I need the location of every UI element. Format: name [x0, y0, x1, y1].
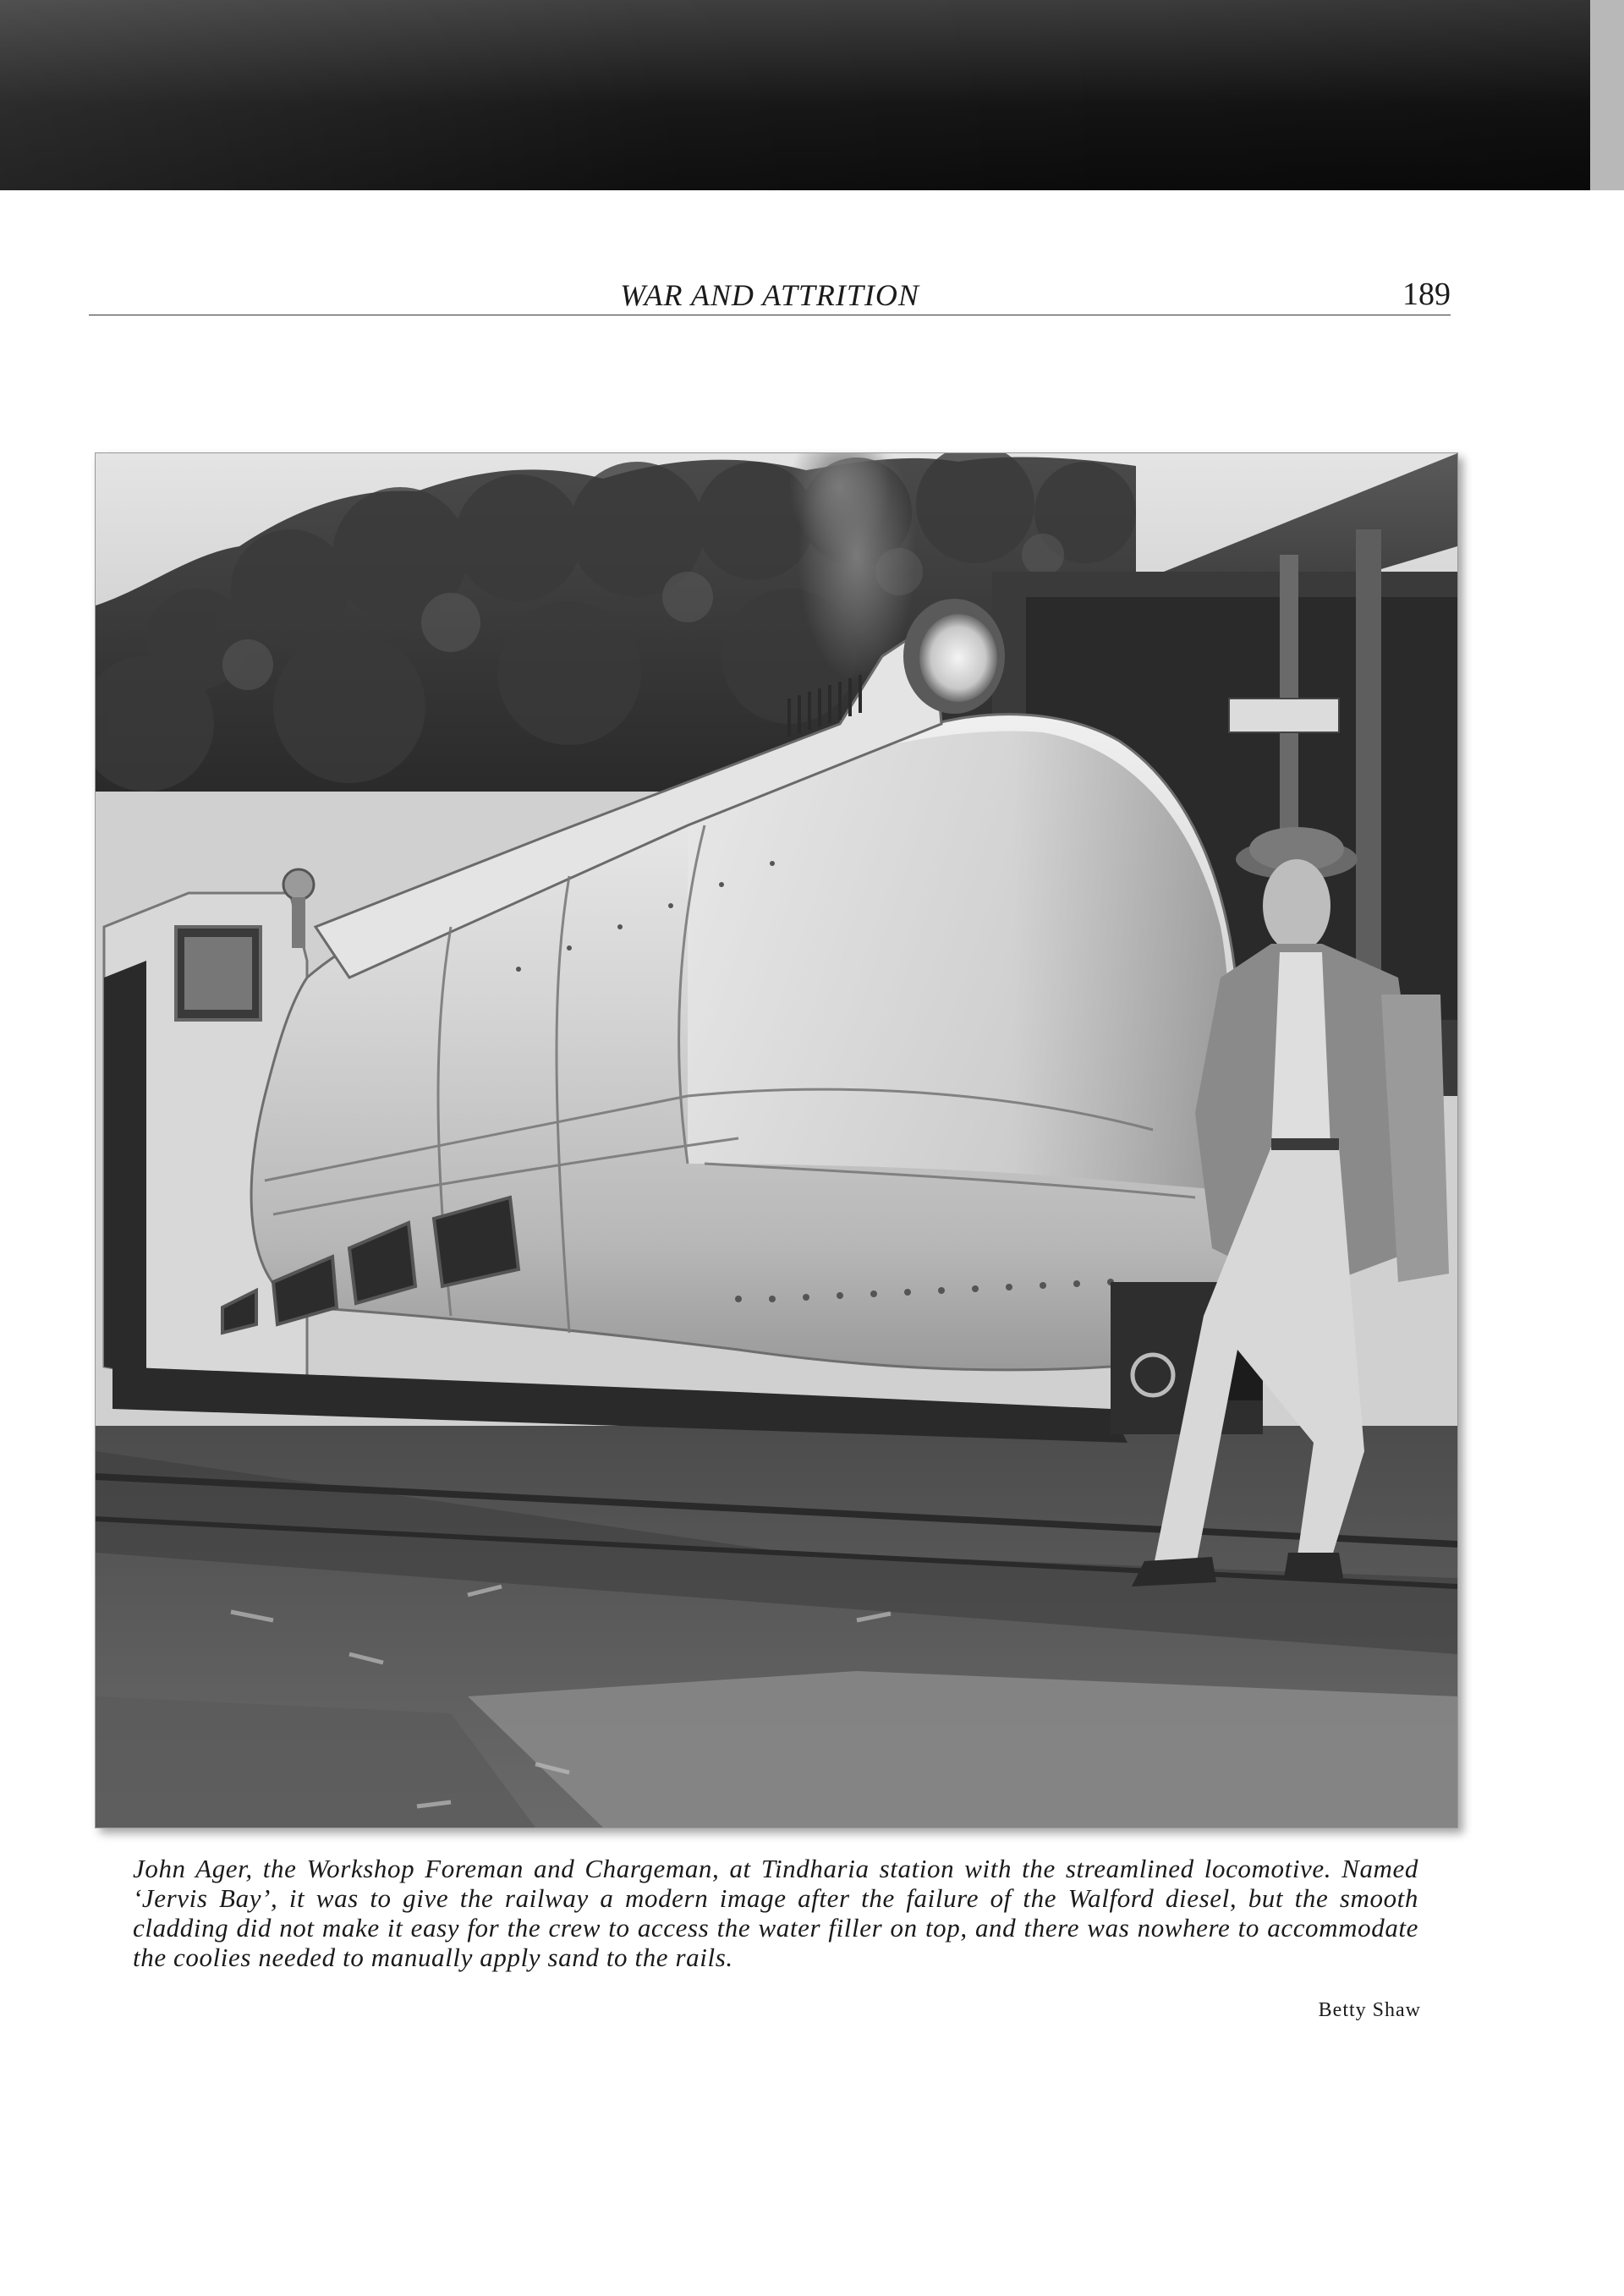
photo-credit: Betty Shaw	[1318, 1999, 1421, 2021]
running-head-title: WAR AND ATTRITION	[620, 278, 919, 312]
photo-platform-slab	[468, 1671, 1457, 1827]
photo-station-sign	[1229, 699, 1339, 732]
photo-whistle	[283, 869, 314, 900]
photo-locomotive-nose	[688, 731, 1229, 1189]
running-head	[89, 271, 1451, 315]
locomotive-photo-illustration	[96, 453, 1457, 1827]
scan-shadow-edge	[1590, 0, 1624, 190]
photo-caption: John Ager, the Workshop Foreman and Chargeman, at Tindharia station with the streamlined locomotive. Named ‘Jervis Bay’, it was to give the railway a modern image after the failure of the Walford diesel, but the smooth cladding did not make it easy for the crew to access the water filler on top, and there was nowhere to accommodate the coolies needed to manually apply sand to the rails.	[133, 1854, 1418, 1972]
locomotive-photograph	[95, 452, 1458, 1828]
page-number: 189	[1402, 277, 1451, 312]
scan-shadow-gradient	[0, 0, 1624, 190]
